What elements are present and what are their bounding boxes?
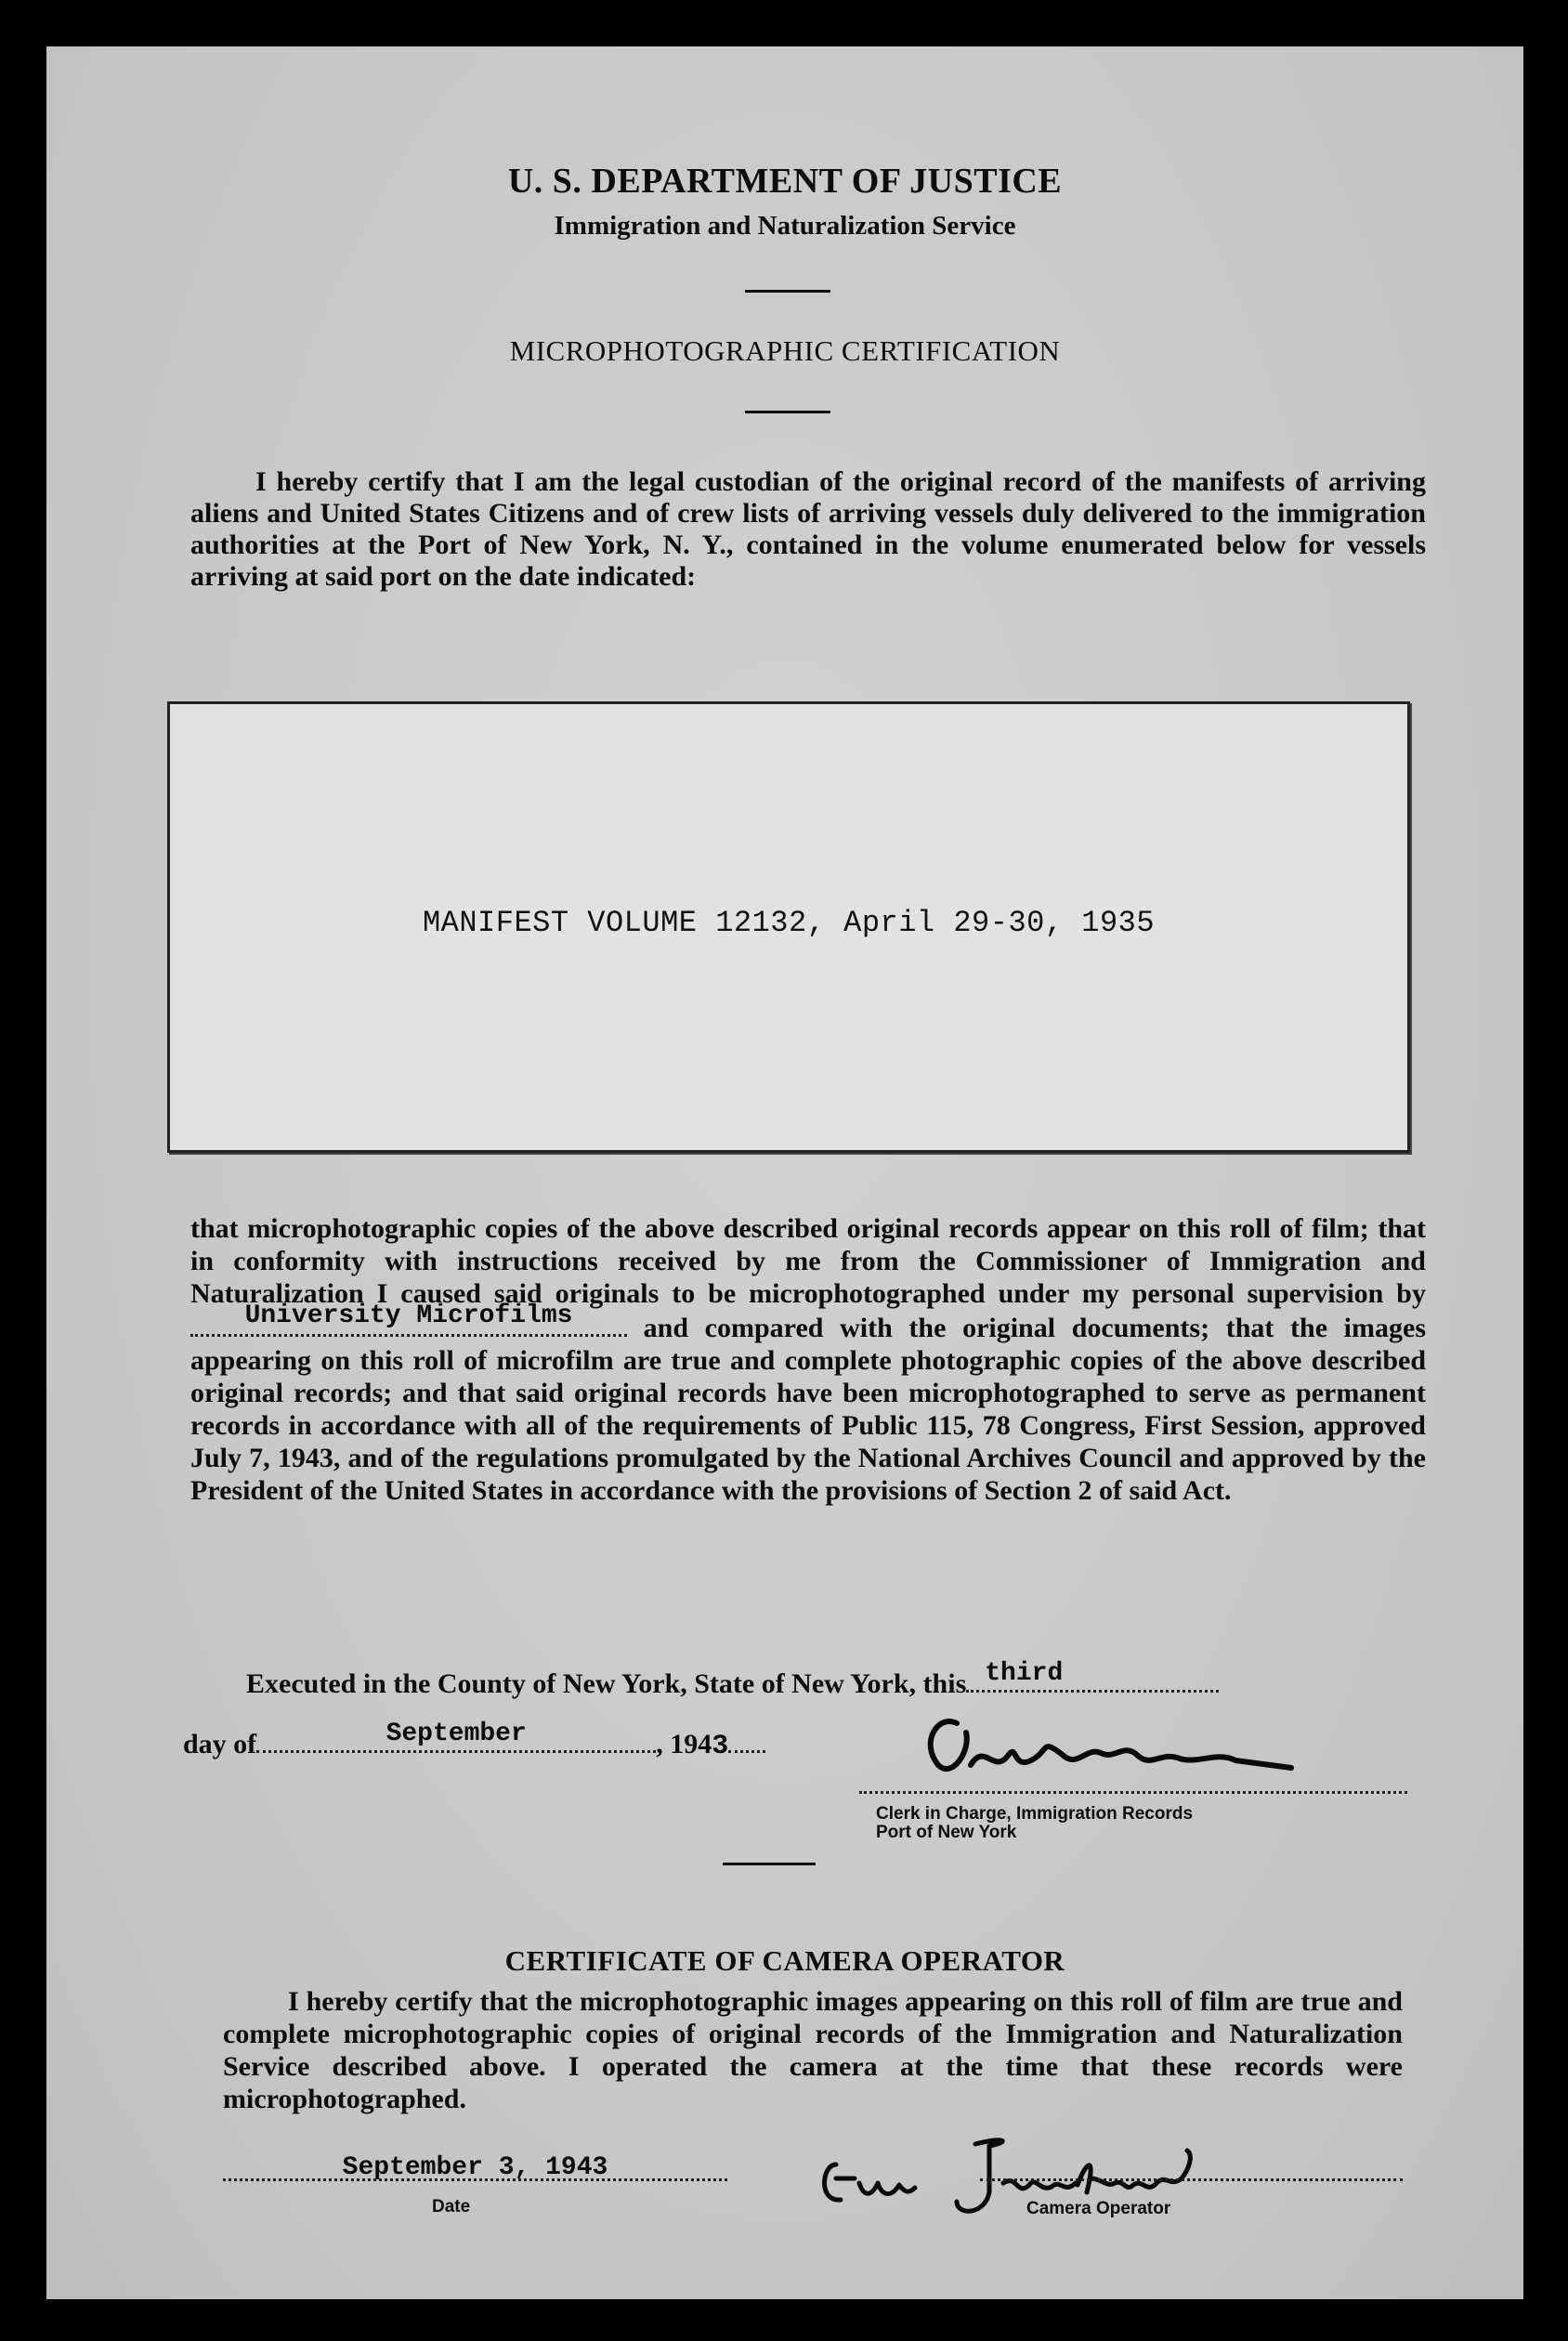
execution-day-value: third bbox=[985, 1659, 1064, 1688]
supervisor-field bbox=[190, 1301, 627, 1337]
clerk-signature-line bbox=[859, 1791, 1407, 1794]
camera-certificate-text: I hereby certify that the microphotographic images appearing on this roll of film are true and complete microphotographic copies of original records of the Immigration and Naturalization Service described above. I operated the camera at the time that these records were microphotographed. bbox=[223, 1986, 1403, 2114]
clerk-signature bbox=[901, 1686, 1347, 1807]
clerk-title-line1: Clerk in Charge, Immigration Records bbox=[876, 1804, 1194, 1824]
manifest-box bbox=[167, 701, 1410, 1153]
department-heading: U. S. DEPARTMENT OF JUSTICE bbox=[507, 162, 1063, 201]
supervisor-value: University Microfilms bbox=[244, 1301, 573, 1330]
certification-title: MICROPHOTOGRAPHIC CERTIFICATION bbox=[509, 334, 1061, 367]
date-line bbox=[183, 1720, 765, 1762]
camera-date-value: September 3, 1943 bbox=[342, 2153, 608, 2182]
execution-prefix: Executed in the County of New York, State of New York, this bbox=[246, 1668, 967, 1699]
year-prefix: , 194 bbox=[656, 1729, 712, 1759]
manifest-volume-text: MANIFEST VOLUME 12132, April 29-30, 1935 bbox=[422, 906, 1156, 940]
divider bbox=[745, 290, 830, 293]
clerk-title-line2: Port of New York bbox=[876, 1823, 1017, 1842]
month-field bbox=[256, 1720, 656, 1753]
divider bbox=[745, 411, 830, 413]
certification-body bbox=[190, 1212, 1426, 1507]
month-value: September bbox=[385, 1720, 527, 1748]
day-of-label: day of bbox=[183, 1729, 257, 1759]
body-text-part2: and compared with the original documents; that the images appearing on this roll of microfilm are true and complete photographic copies of the above described original records; and that said original records have been microphotographed to serve as permanent records in accordance with all of the requirements of Public 115, 78 Congress, First Session, approved July 7, 1943, and of the regulations promulgated by the National Archives Council and approved by the President of the United States in accordance with the provisions of Section 2 of said Act. bbox=[190, 1313, 1426, 1506]
intro-paragraph: I hereby certify that I am the legal custodian of the original record of the manifests of arriving aliens and United States Citizens and of crew lists of arriving vessels duly delivered to the immigration authorities at the Port of New York, N. Y., contained in the volume enumerated below for vessels arriving at said port on the date indicated: bbox=[190, 466, 1426, 592]
year-digit: 3 bbox=[712, 1731, 729, 1762]
camera-date-label: Date bbox=[432, 2197, 471, 2217]
clerk-title bbox=[876, 1805, 1193, 1842]
divider bbox=[723, 1863, 816, 1865]
operator-signature-line bbox=[980, 2178, 1403, 2181]
certificate-page bbox=[46, 46, 1523, 2299]
camera-operator-label: Camera Operator bbox=[1026, 2199, 1171, 2218]
body-text-part1: that microphotographic copies of the above described original records appear on this roll of film; that in conformity with instructions received by me from the Commissioner of Immigration and Naturalization I caused said originals to be microphotographed under my personal supervision by bbox=[190, 1213, 1426, 1309]
service-subheading: Immigration and Naturalization Service bbox=[554, 211, 1016, 241]
camera-certificate-title: CERTIFICATE OF CAMERA OPERATOR bbox=[504, 1944, 1065, 1977]
year-trailing-dots bbox=[728, 1726, 765, 1753]
